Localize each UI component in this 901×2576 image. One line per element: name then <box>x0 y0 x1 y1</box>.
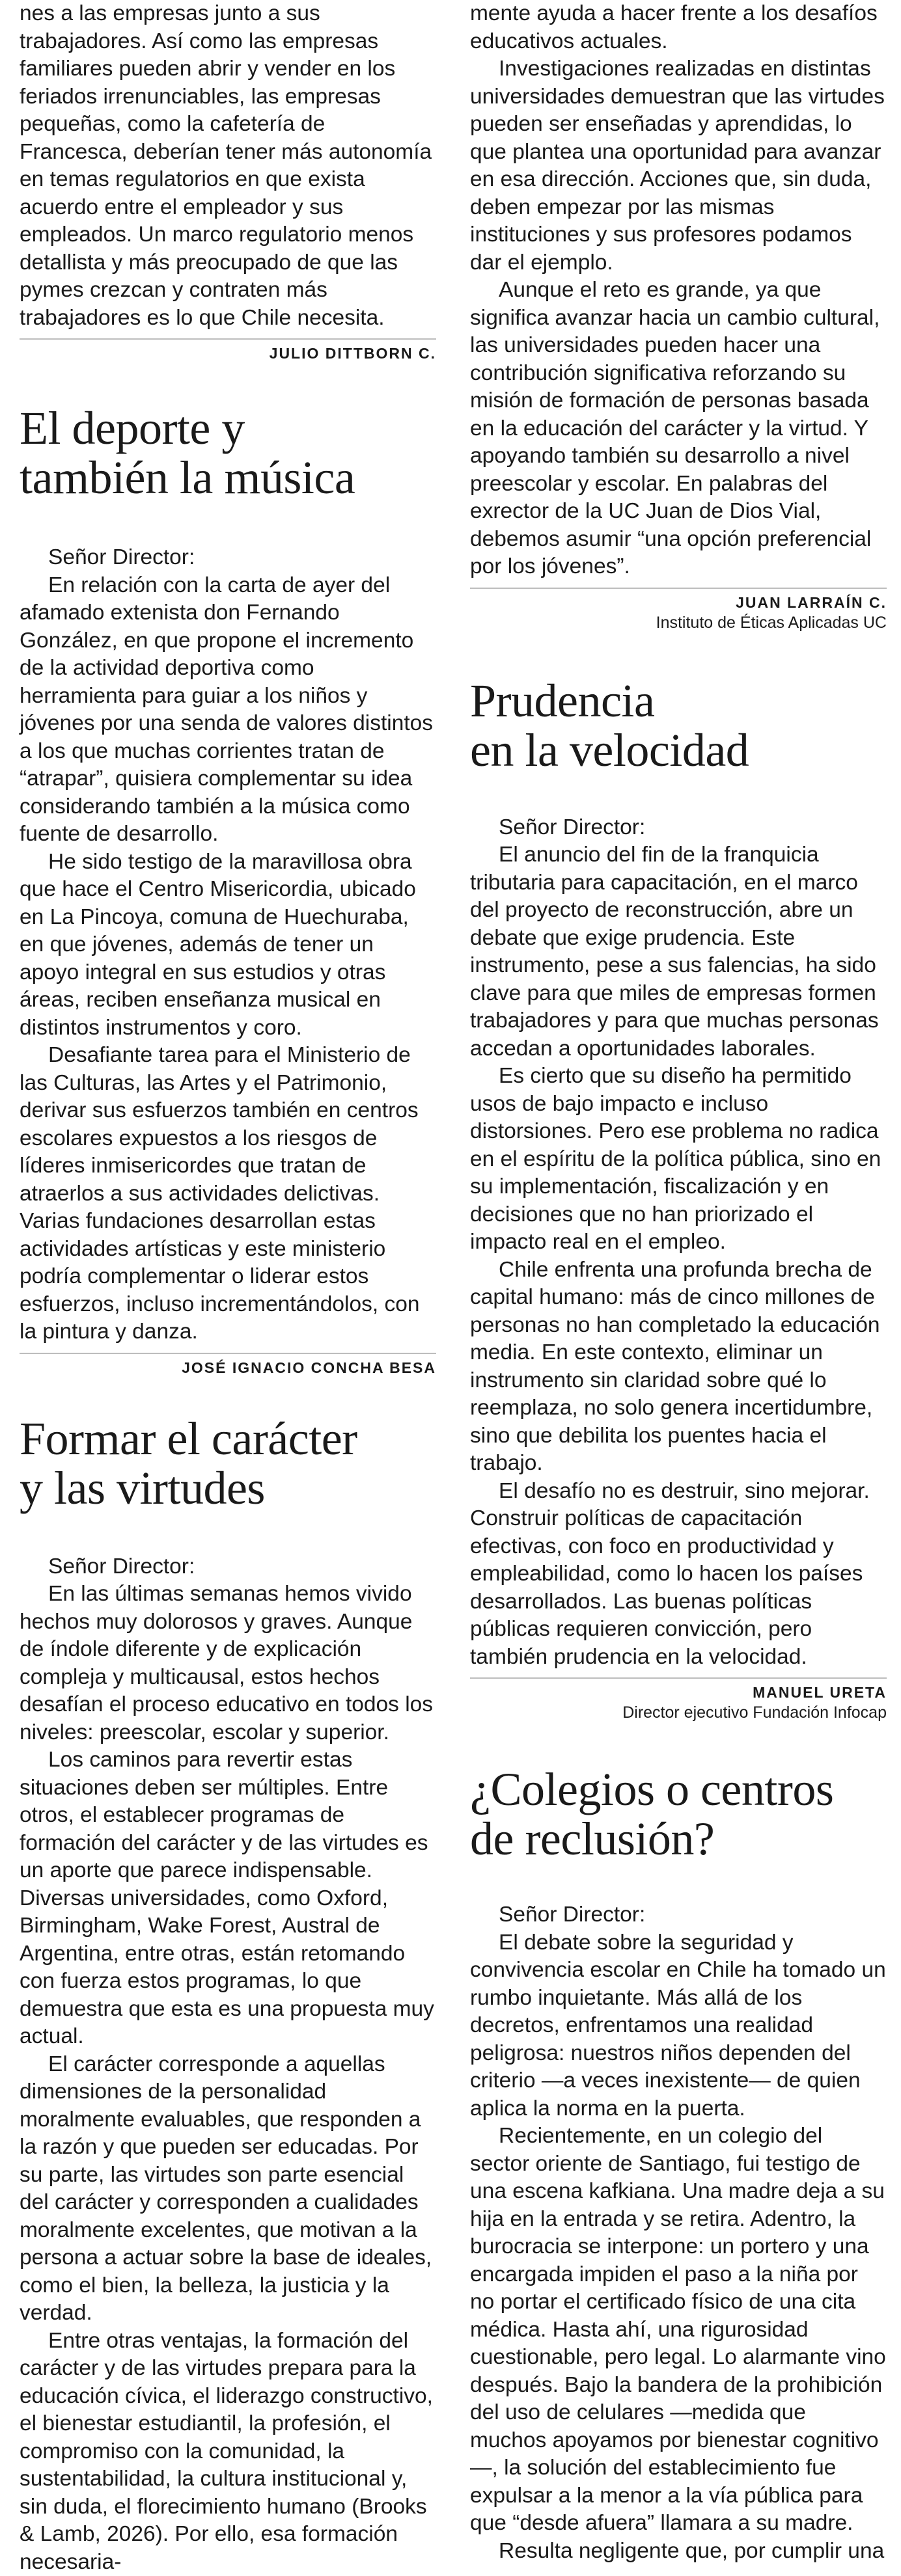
letter-headline <box>20 403 436 502</box>
letter-affiliation: Director ejecutivo Fundación Infocap <box>470 1702 887 1723</box>
left-column <box>20 0 436 2576</box>
letter-paragraph: nes a las empresas junto a sus trabajadores. Así como las empresas familiares pueden abrir y vender en los feriados irrenunciables, las empresas pequeñas, como la cafetería de Francesca, deberían tener más autonomía en temas regulatorios en que exista acuerdo entre el empleador y sus empleados. Un marco regulatorio menos detallista y más preocupado de que las pymes crezcan y contraten más trabajadores es lo que Chile necesita. <box>20 0 436 332</box>
letter-signature: MANUEL URETA <box>470 1679 887 1702</box>
letter-salutation: Señor Director: <box>470 1901 887 1929</box>
headline-line: ¿Colegios o centros <box>470 1763 833 1815</box>
letter-headline <box>20 1414 436 1513</box>
letter-prudencia <box>470 676 887 1724</box>
letter-affiliation: Instituto de Éticas Aplicadas UC <box>470 612 887 633</box>
letter-paragraph: Entre otras ventajas, la formación del carácter y de las virtudes prepara para la educación cívica, el liderazgo constructivo, el bienestar estudiantil, la profesión, el compromiso con la comunidad, la sustentabilidad, la cultura institucional y, sin duda, el florecimiento humano (Brooks & Lamb, 2026). Por ello, esa formación necesaria- <box>20 2327 436 2576</box>
letter-paragraph: He sido testigo de la maravillosa obra que hace el Centro Misericordia, ubicado en La Pincoya, comuna de Huechuraba, en que jóvenes, además de tener un apoyo integral en sus estudios y otras áreas, reciben enseñanza musical en distintos instrumentos y coro. <box>20 848 436 1042</box>
letter-colegios <box>470 1765 887 2565</box>
letter-paragraph: El debate sobre la seguridad y convivencia escolar en Chile ha tomado un rumbo inquietante. Más allá de los decretos, enfrentamos una realidad peligrosa: nuestros niños dependen del criterio —a veces inexistente— de quien aplica la norma en la puerta. <box>470 1929 887 2123</box>
letter-formar-caracter-continued <box>470 0 887 633</box>
letter-headline <box>470 1765 887 1864</box>
headline-line: y las virtudes <box>20 1462 265 1514</box>
letter-salutation: Señor Director: <box>470 814 887 842</box>
letter-paragraph: Aunque el reto es grande, ya que significa avanzar hacia un cambio cultural, las universidades pueden hacer una contribución significativa reforzando su misión de formación de personas basada en la educación del carácter y la virtud. Y apoyando también su desarrollo a nivel preescolar y escolar. En palabras del exrector de la UC Juan de Dios Vial, debemos asumir “una opción preferencial por los jóvenes”. <box>470 277 887 581</box>
right-column <box>470 0 887 2565</box>
letter-paragraph: Resulta negligente que, por cumplir una <box>470 2538 887 2566</box>
headline-line: El deporte y <box>20 402 245 454</box>
letter-signature: JUAN LARRAÍN C. <box>470 589 887 612</box>
letter-paragraph: Es cierto que su diseño ha permitido usos de bajo impacto e incluso distorsiones. Pero ese problema no radica en el espíritu de la política pública, sino en su implementación, fiscalización y en decisiones que no han priorizado el impacto real en el empleo. <box>470 1063 887 1256</box>
letter-paragraph: mente ayuda a hacer frente a los desafíos educativos actuales. <box>470 0 887 55</box>
letter-headline <box>470 676 887 775</box>
letter-salutation: Señor Director: <box>20 544 436 572</box>
letter-signature: JULIO DITTBORN C. <box>20 340 436 363</box>
letter-paragraph: El carácter corresponde a aquellas dimensiones de la personalidad moralmente evaluables, que responden a la razón y que pueden ser educadas. Por su parte, las virtudes son parte esencial del carácter y corresponden a cualidades moralmente excelentes, que motivan a la persona a actuar sobre la base de ideales, como el bien, la belleza, la justicia y la verdad. <box>20 2051 436 2327</box>
letter-paragraph: El anuncio del fin de la franquicia tributaria para capacitación, en el marco del proyecto de reconstrucción, abre un debate que exige prudencia. Este instrumento, pese a sus falencias, ha sido clave para que miles de empresas formen trabajadores y para que muchas personas accedan a oportunidades laborales. <box>470 841 887 1063</box>
letter-deporte-musica <box>20 403 436 1377</box>
letter-paragraph: Chile enfrenta una profunda brecha de capital humano: más de cinco millones de personas no han completado la educación media. En este contexto, eliminar un instrumento sin claridad sobre qué lo reemplaza, no solo genera incertidumbre, sino que debilita los puentes hacia el trabajo. <box>470 1256 887 1478</box>
headline-line: en la velocidad <box>470 724 749 776</box>
headline-line: Formar el carácter <box>20 1413 357 1465</box>
letter-paragraph: El desafío no es destruir, sino mejorar. Construir políticas de capacitación efectivas, con foco en productividad y empleabilidad, como lo hacen los países desarrollados. Las buenas políticas públicas requieren convicción, pero también prudencia en la velocidad. <box>470 1478 887 1672</box>
letter-paragraph: Desafiante tarea para el Ministerio de las Culturas, las Artes y el Patrimonio, derivar sus esfuerzos también en centros escolares expuestos a los riesgos de líderes inmisericordes que tratan de atraerlos a sus actividades delictivas. Varias fundaciones desarrollan estas actividades artísticas y este ministerio podría complementar o liderar estos esfuerzos, incluso incrementándolos, con la pintura y danza. <box>20 1042 436 1346</box>
letter-paragraph: En las últimas semanas hemos vivido hechos muy dolorosos y graves. Aunque de índole diferente y de explicación compleja y multicausal, estos hechos desafían el proceso educativo en todos los niveles: preescolar, escolar y superior. <box>20 1580 436 1746</box>
letter-paragraph: Los caminos para revertir estas situaciones deben ser múltiples. Entre otros, el establecer programas de formación del carácter y de las virtudes es un aporte que parece indispensable. Diversas universidades, como Oxford, Birmingham, Wake Forest, Austral de Argentina, entre otras, están retomando con fuerza estos programas, lo que demuestra que esta es una propuesta muy actual. <box>20 1746 436 2051</box>
letter-signature: JOSÉ IGNACIO CONCHA BESA <box>20 1354 436 1377</box>
letter-formar-caracter <box>20 1414 436 2576</box>
letter-dittborn-continued <box>20 0 436 363</box>
letter-salutation: Señor Director: <box>20 1553 436 1581</box>
letter-paragraph: Investigaciones realizadas en distintas universidades demuestran que las virtudes pueden ser enseñadas y aprendidas, lo que plantea una oportunidad para avanzar en esa dirección. Acciones que, sin duda, deben empezar por las mismas instituciones y sus profesores podamos dar el ejemplo. <box>470 55 887 277</box>
headline-line: también la música <box>20 452 355 504</box>
letter-paragraph: Recientemente, en un colegio del sector oriente de Santiago, fui testigo de una escena kafkiana. Una madre deja a su hija en la entrada y se retira. Adentro, la burocracia se interpone: un portero y una encargada impiden el paso a la niña por no portar el certificado físico de una cita médica. Hasta ahí, una rigurosidad cuestionable, pero legal. Lo alarmante vino después. Bajo la bandera de la prohibición del uso de celulares —medida que muchos apoyamos por bienestar cognitivo—, la solución del establecimiento fue expulsar a la menor a la vía pública para que “desde afuera” llamara a su madre. <box>470 2122 887 2538</box>
headline-line: Prudencia <box>470 675 654 727</box>
headline-line: de reclusión? <box>470 1813 714 1865</box>
letter-paragraph: En relación con la carta de ayer del afamado extenista don Fernando González, en que propone el incremento de la actividad deportiva como herramienta para guiar a los niños y jóvenes por una senda de valores distintos a los que muchas corrientes tratan de “atrapar”, quisiera complementar su idea considerando también a la música como fuente de desarrollo. <box>20 572 436 848</box>
